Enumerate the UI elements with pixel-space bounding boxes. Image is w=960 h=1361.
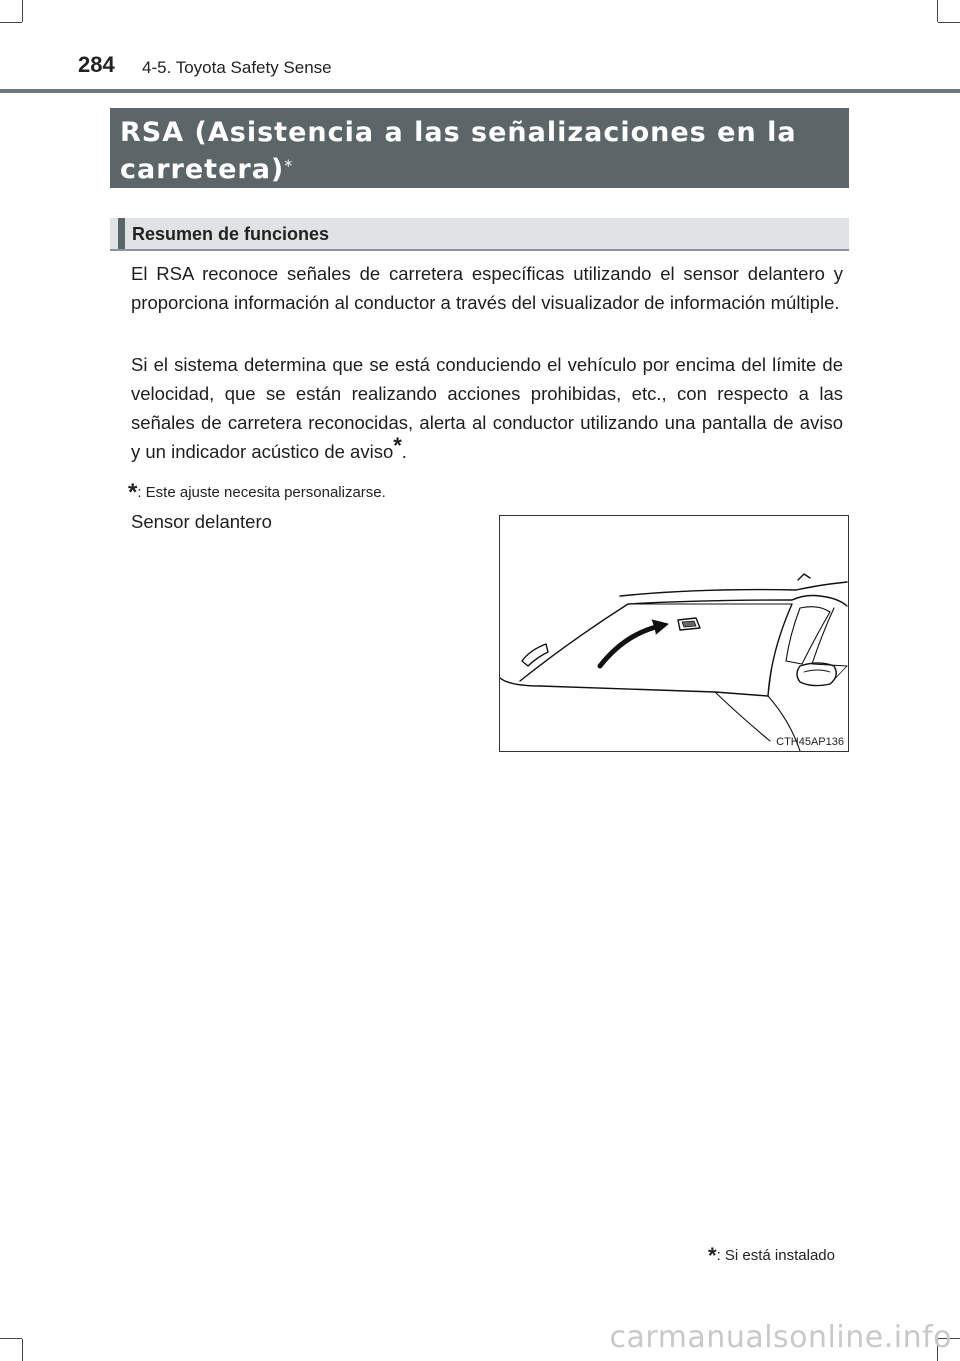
page-title [110,108,849,188]
section-header-bar [118,218,125,249]
installed-note-text: : Si está instalado [716,1247,835,1264]
title-line-2 [120,151,839,188]
crop-mark [0,1338,22,1339]
crop-mark [22,1339,23,1361]
installed-note [708,1240,835,1266]
section-header-label: Resumen de funciones [132,224,330,244]
title-line-1: RSA (Asistencia a las señalizaciones en la [120,117,797,148]
footnote-mark: * [128,479,138,506]
installed-note-mark: * [708,1243,717,1268]
windshield-sensor-figure [499,515,849,752]
crop-mark [938,22,960,23]
section-header [110,218,849,251]
footnote-text: : Este ajuste necesita personalizarse. [137,484,386,501]
paragraph-alert-mark: * [393,432,402,458]
figure-code: CTH45AP136 [776,736,844,748]
watermark: carmanualsonline.info [609,1320,952,1355]
title-line-2-text: carretera) [120,154,285,185]
running-head: 4-5. Toyota Safety Sense [142,58,332,77]
windshield-illustration [500,516,848,751]
crop-mark [0,22,22,23]
title-mark: * [284,156,294,175]
paragraph-alert [131,350,843,466]
page-number: 284 [78,52,115,77]
sensor-label: Sensor delantero [131,511,272,532]
paragraph-alert-end: . [401,441,407,462]
paragraph-alert-text: Si el sistema determina que se está conduciendo el vehículo por encima del límite de velocidad, que se están realizando acciones prohibidas, etc., con respecto a las señales de carretera reconocidas, alerta al conductor utilizando una pantalla de aviso y un indicador acústico de aviso [131,354,843,462]
paragraph-overview: El RSA reconoce señales de carretera específicas utilizando el sensor delantero y proporciona información al conductor a través del visualizador de información múltiple. [131,263,843,313]
footnote [128,476,386,504]
header-rule [0,89,960,93]
crop-mark [937,0,938,22]
crop-mark [22,0,23,22]
